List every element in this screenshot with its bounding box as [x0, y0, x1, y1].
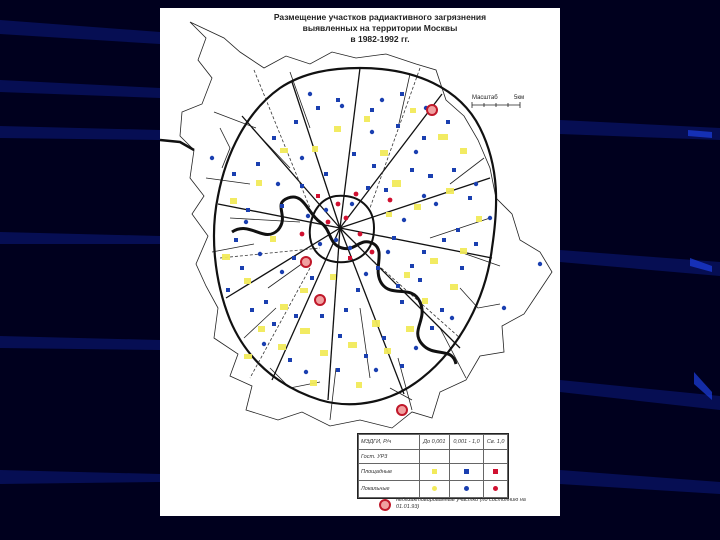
legend-header-0: МЭДГИ, Р/ч: [359, 435, 420, 450]
legend-subheader-3: [484, 449, 508, 464]
legend-circle-low-icon: [432, 486, 437, 491]
outer-district-boundary: [180, 22, 552, 428]
legend-note: недезактивированные участки (по состоянию на 01.01.93): [396, 497, 526, 510]
legend-square-mid-icon: [464, 469, 469, 474]
map-title-line-3: в 1982-1992 гг.: [350, 34, 410, 44]
legend-circle-mid-icon: [464, 486, 469, 491]
legend-square-high-icon: [493, 469, 498, 474]
undecontaminated-ring-icon: [379, 499, 391, 511]
legend-header-3: Св. 1,0: [484, 435, 508, 450]
map-title-line-2: выявленных на территории Москвы: [302, 23, 458, 33]
legend-row-areal-label: Площадные: [359, 464, 420, 481]
legend-subheader-1: [420, 449, 450, 464]
map-title: [230, 12, 530, 45]
legend-subheader-2: [449, 449, 484, 464]
legend-circle-high-icon: [493, 486, 498, 491]
legend-subheader-0: Гост. УР3: [359, 449, 420, 464]
moscow-radiation-map: [160, 8, 560, 516]
map-title-line-1: Размещение участков радиактивного загрязнения: [273, 12, 487, 22]
scale-label: Масштаб: [472, 95, 498, 101]
scale-unit: 5км: [514, 95, 525, 101]
legend-row-local-label: Локальные: [359, 481, 420, 498]
legend-header-2: 0,001 - 1,0: [449, 435, 484, 450]
scale-bar: [472, 102, 520, 108]
legend-header-1: До 0,001: [420, 435, 450, 450]
map-legend: [357, 433, 509, 499]
legend-square-low-icon: [432, 469, 437, 474]
legend-table: [358, 434, 508, 498]
